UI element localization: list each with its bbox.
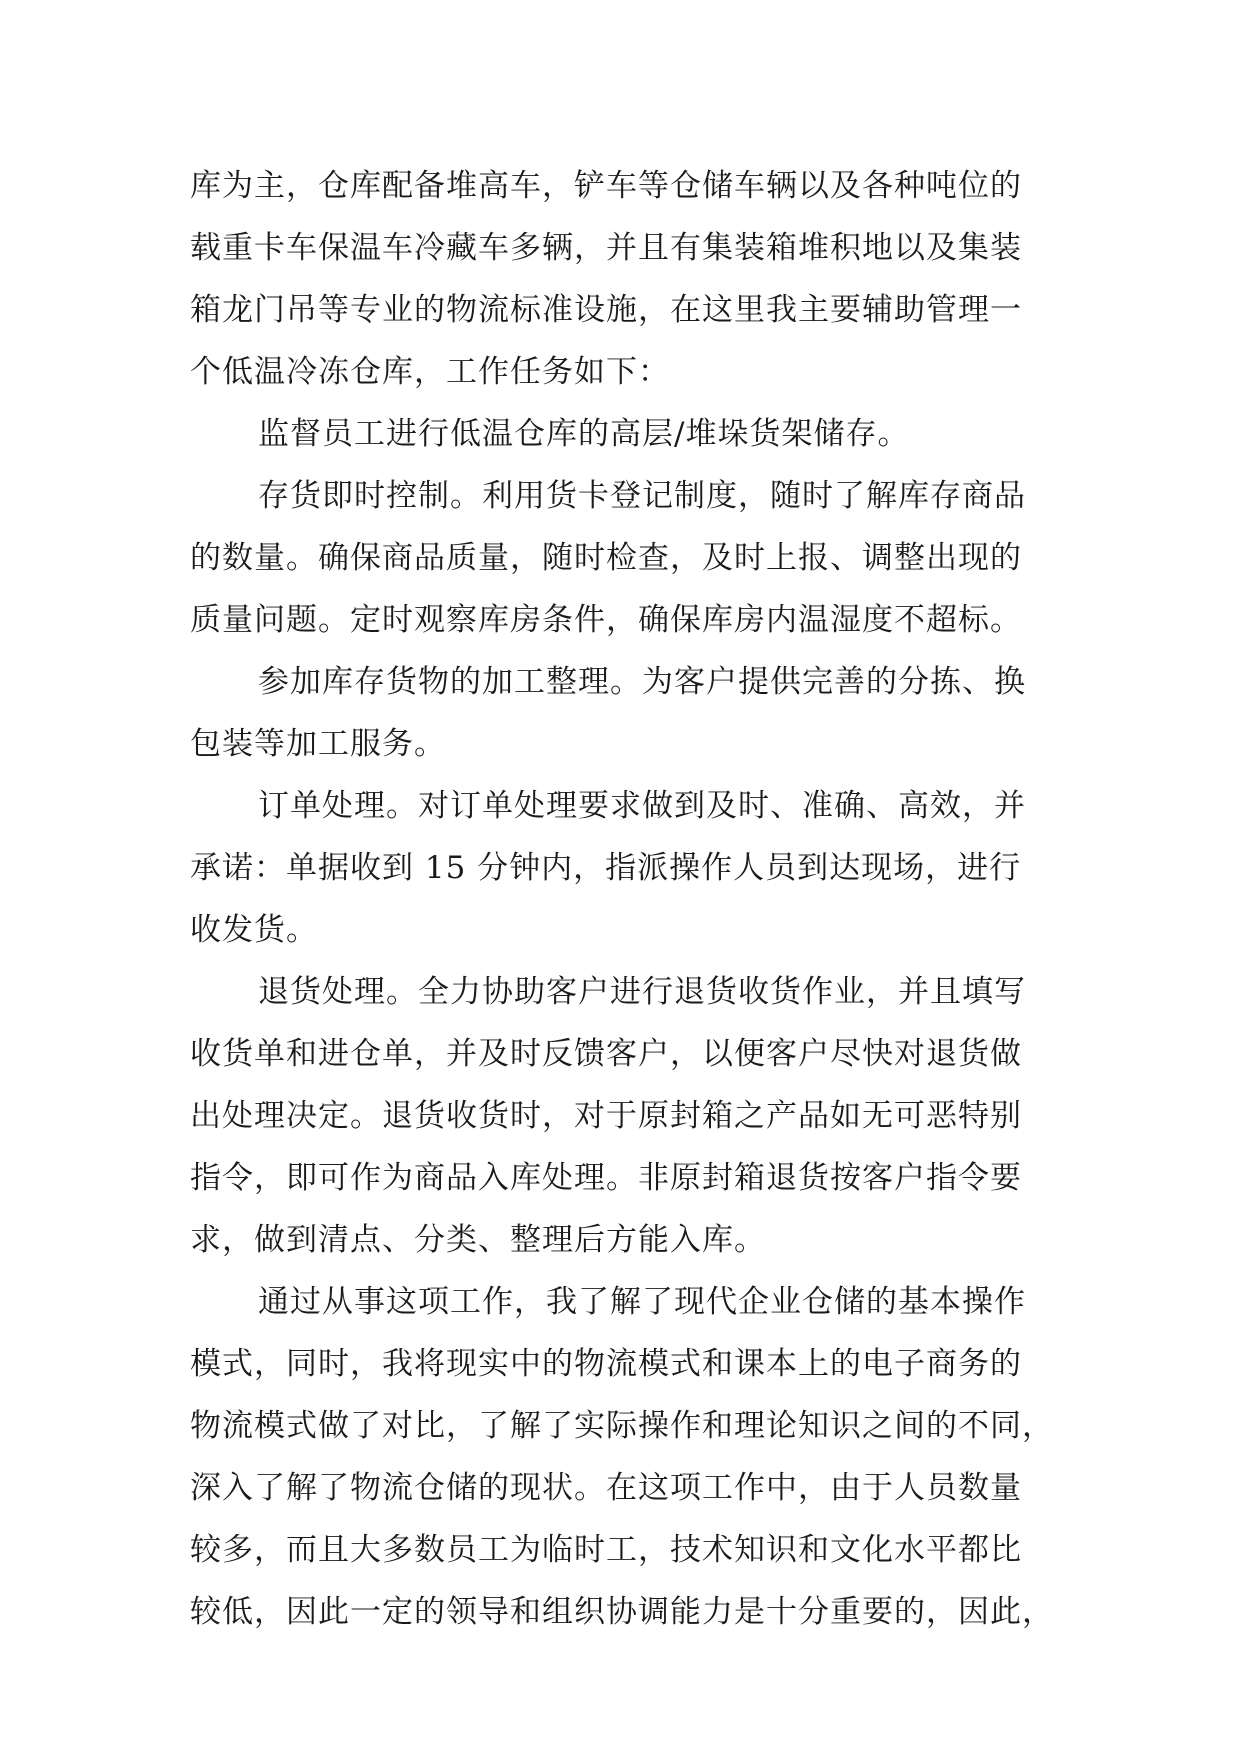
text-line: 的数量。确保商品质量，随时检查，及时上报、调整出现的 bbox=[190, 540, 1022, 576]
text-line: 模式，同时，我将现实中的物流模式和课本上的电子商务的 bbox=[190, 1346, 1022, 1382]
text-line: 收货单和进仓单，并及时反馈客户，以便客户尽快对退货做 bbox=[190, 1036, 1022, 1072]
text-line: 较多，而且大多数员工为临时工，技术知识和文化水平都比 bbox=[190, 1532, 1022, 1568]
text-line: 包装等加工服务。 bbox=[190, 726, 446, 762]
text-line: 个低温冷冻仓库，工作任务如下： bbox=[190, 354, 670, 390]
text-line: 求，做到清点、分类、整理后方能入库。 bbox=[190, 1222, 766, 1258]
body-text bbox=[190, 155, 1060, 1643]
paragraph-first-line: 订单处理。对订单处理要求做到及时、准确、高效，并 bbox=[258, 788, 1026, 824]
text-line: 指令，即可作为商品入库处理。非原封箱退货按客户指令要 bbox=[190, 1160, 1022, 1196]
text-line: 较低，因此一定的领导和组织协调能力是十分重要的，因此， bbox=[190, 1594, 1054, 1630]
paragraph-first-line: 监督员工进行低温仓库的高层/堆垛货架储存。 bbox=[258, 416, 910, 452]
text-line: 深入了解了物流仓储的现状。在这项工作中，由于人员数量 bbox=[190, 1470, 1022, 1506]
text-line: 库为主，仓库配备堆高车，铲车等仓储车辆以及各种吨位的 bbox=[190, 168, 1022, 204]
text-line: 出处理决定。退货收货时，对于原封箱之产品如无可恶特别 bbox=[190, 1098, 1022, 1134]
text-line: 收发货。 bbox=[190, 912, 318, 948]
paragraph-first-line: 退货处理。全力协助客户进行退货收货作业，并且填写 bbox=[258, 974, 1026, 1010]
paragraph-first-line: 通过从事这项工作，我了解了现代企业仓储的基本操作 bbox=[258, 1284, 1026, 1320]
text-line: 承诺：单据收到 15 分钟内，指派操作人员到达现场，进行 bbox=[190, 850, 1022, 886]
paragraph-first-line: 存货即时控制。利用货卡登记制度，随时了解库存商品 bbox=[258, 478, 1026, 514]
text-line: 质量问题。定时观察库房条件，确保库房内温湿度不超标。 bbox=[190, 602, 1022, 638]
text-line: 载重卡车保温车冷藏车多辆，并且有集装箱堆积地以及集装 bbox=[190, 230, 1022, 266]
paragraph-first-line: 参加库存货物的加工整理。为客户提供完善的分拣、换 bbox=[258, 664, 1026, 700]
text-line: 物流模式做了对比，了解了实际操作和理论知识之间的不同， bbox=[190, 1408, 1054, 1444]
text-line: 箱龙门吊等专业的物流标准设施，在这里我主要辅助管理一 bbox=[190, 292, 1022, 328]
